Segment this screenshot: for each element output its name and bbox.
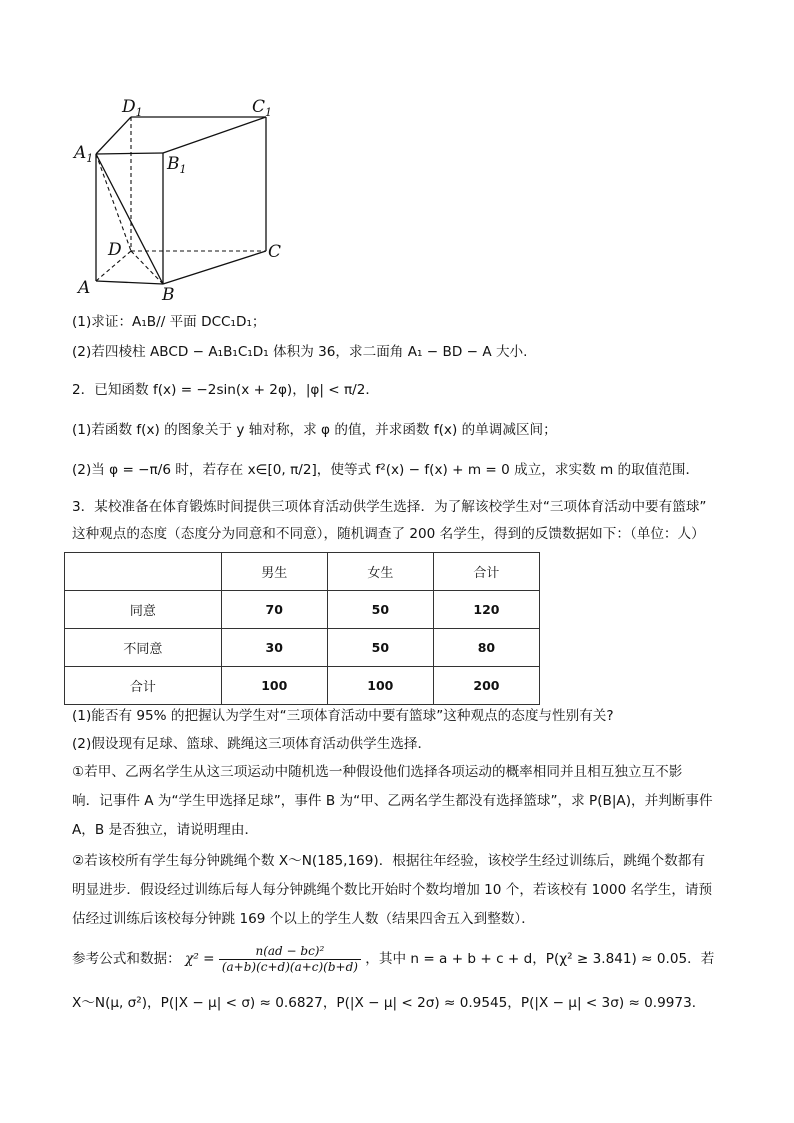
label-B: B [162, 285, 175, 305]
table-cell: 100 [327, 667, 433, 705]
q3-sub2-line1: ②若该校所有学生每分钟跳绳个数 X～N(185,169)．根据往年经验，该校学生经过训练后，跳绳个数都有 [72, 853, 705, 869]
q3-part1: (1)能否有 95% 的把握认为学生对“三项体育活动中要有篮球”这种观点的态度与性别有关? [72, 708, 614, 724]
table-row [65, 667, 540, 705]
prism-figure [70, 88, 300, 308]
table-cell: 50 [327, 591, 433, 629]
table-cell: 50 [327, 629, 433, 667]
table-cell: 合计 [65, 667, 222, 705]
q3-stem-line2: 这种观点的态度（态度分为同意和不同意），随机调查了 200 名学生，得到的反馈数据如下：（单位：人） [72, 526, 705, 542]
fraction-denominator: (a+b)(c+d)(a+c)(b+d) [221, 959, 358, 974]
table-header-cell: 女生 [327, 553, 433, 591]
q1-part2: (2)若四棱柱 ABCD − A₁B₁C₁D₁ 体积为 36，求二面角 A₁ − BD − A 大小. [72, 344, 528, 360]
table-cell: 100 [221, 667, 327, 705]
q3-sub1-line3: A，B 是否独立，请说明理由． [72, 822, 259, 838]
table-header-cell: 男生 [221, 553, 327, 591]
q2-stem: 2．已知函数 f(x) = −2sin(x + 2φ)，|φ| < π/2． [72, 382, 379, 398]
q3-sub1-line2: 响．记事件 A 为“学生甲选择足球”，事件 B 为“甲、乙两名学生都没有选择篮球”，求 P(B|A)，并判断事件 [72, 793, 713, 809]
chi-square-fraction [219, 944, 361, 975]
table-cell: 200 [433, 667, 539, 705]
table-header-cell: 合计 [433, 553, 539, 591]
q3-reference-line1 [72, 942, 714, 976]
table-header-cell [65, 553, 222, 591]
q3-sub2-line2: 明显进步．假设经过训练后每人每分钟跳绳个数比开始时个数均增加 10 个，若该校有 1000 名学生，请预 [72, 882, 713, 898]
q2-part1: (1)若函数 f(x) 的图象关于 y 轴对称，求 φ 的值，并求函数 f(x) 的单调减区间； [72, 422, 557, 438]
label-D: D [108, 240, 122, 260]
table-cell: 同意 [65, 591, 222, 629]
label-A1: $A_1$ [74, 143, 94, 165]
label-B1: $B_1$ [167, 154, 187, 176]
table-row [65, 629, 540, 667]
q3-reference-line2: X～N(μ, σ²)，P(|X − μ| < σ) ≈ 0.6827，P(|X − μ| < 2σ) ≈ 0.9545，P(|X − μ| < 3σ) ≈ 0.9973． [72, 995, 706, 1011]
survey-table [64, 552, 540, 705]
chi-square-symbol: χ² = [185, 951, 215, 967]
table-cell: 70 [221, 591, 327, 629]
q2-part2: (2)当 φ = −π/6 时，若存在 x∈[0, π/2]，使等式 f²(x) − f(x) + m = 0 成立，求实数 m 的取值范围． [72, 462, 700, 478]
reference-suffix: ，其中 n = a + b + c + d，P(χ² ≥ 3.841) ≈ 0.05．若 [365, 951, 715, 967]
label-C: C [268, 242, 282, 262]
table-cell: 30 [221, 629, 327, 667]
fraction-numerator: n(ad − bc)² [219, 944, 361, 960]
reference-prefix: 参考公式和数据： [72, 951, 181, 967]
table-cell: 不同意 [65, 629, 222, 667]
q3-stem-line1: 3．某校准备在体育锻炼时间提供三项体育活动供学生选择．为了解该校学生对“三项体育活动中要有篮球” [72, 499, 707, 515]
q3-sub2-line3: 估经过训练后该校每分钟跳 169 个以上的学生人数（结果四舍五入到整数）． [72, 911, 535, 927]
label-C1: $C_1$ [252, 97, 273, 119]
q1-part1: (1)求证：A₁B// 平面 DCC₁D₁； [72, 314, 266, 330]
table-header-row [65, 553, 540, 591]
table-cell: 120 [433, 591, 539, 629]
q3-part2: (2)假设现有足球、篮球、跳绳这三项体育活动供学生选择． [72, 736, 432, 752]
q3-sub1-line1: ①若甲、乙两名学生从这三项运动中随机选一种假设他们选择各项运动的概率相同并且相互独立互不影 [72, 764, 683, 780]
label-D1: $D_1$ [122, 97, 143, 119]
table-row [65, 591, 540, 629]
table-cell: 80 [433, 629, 539, 667]
label-A: A [78, 278, 91, 298]
